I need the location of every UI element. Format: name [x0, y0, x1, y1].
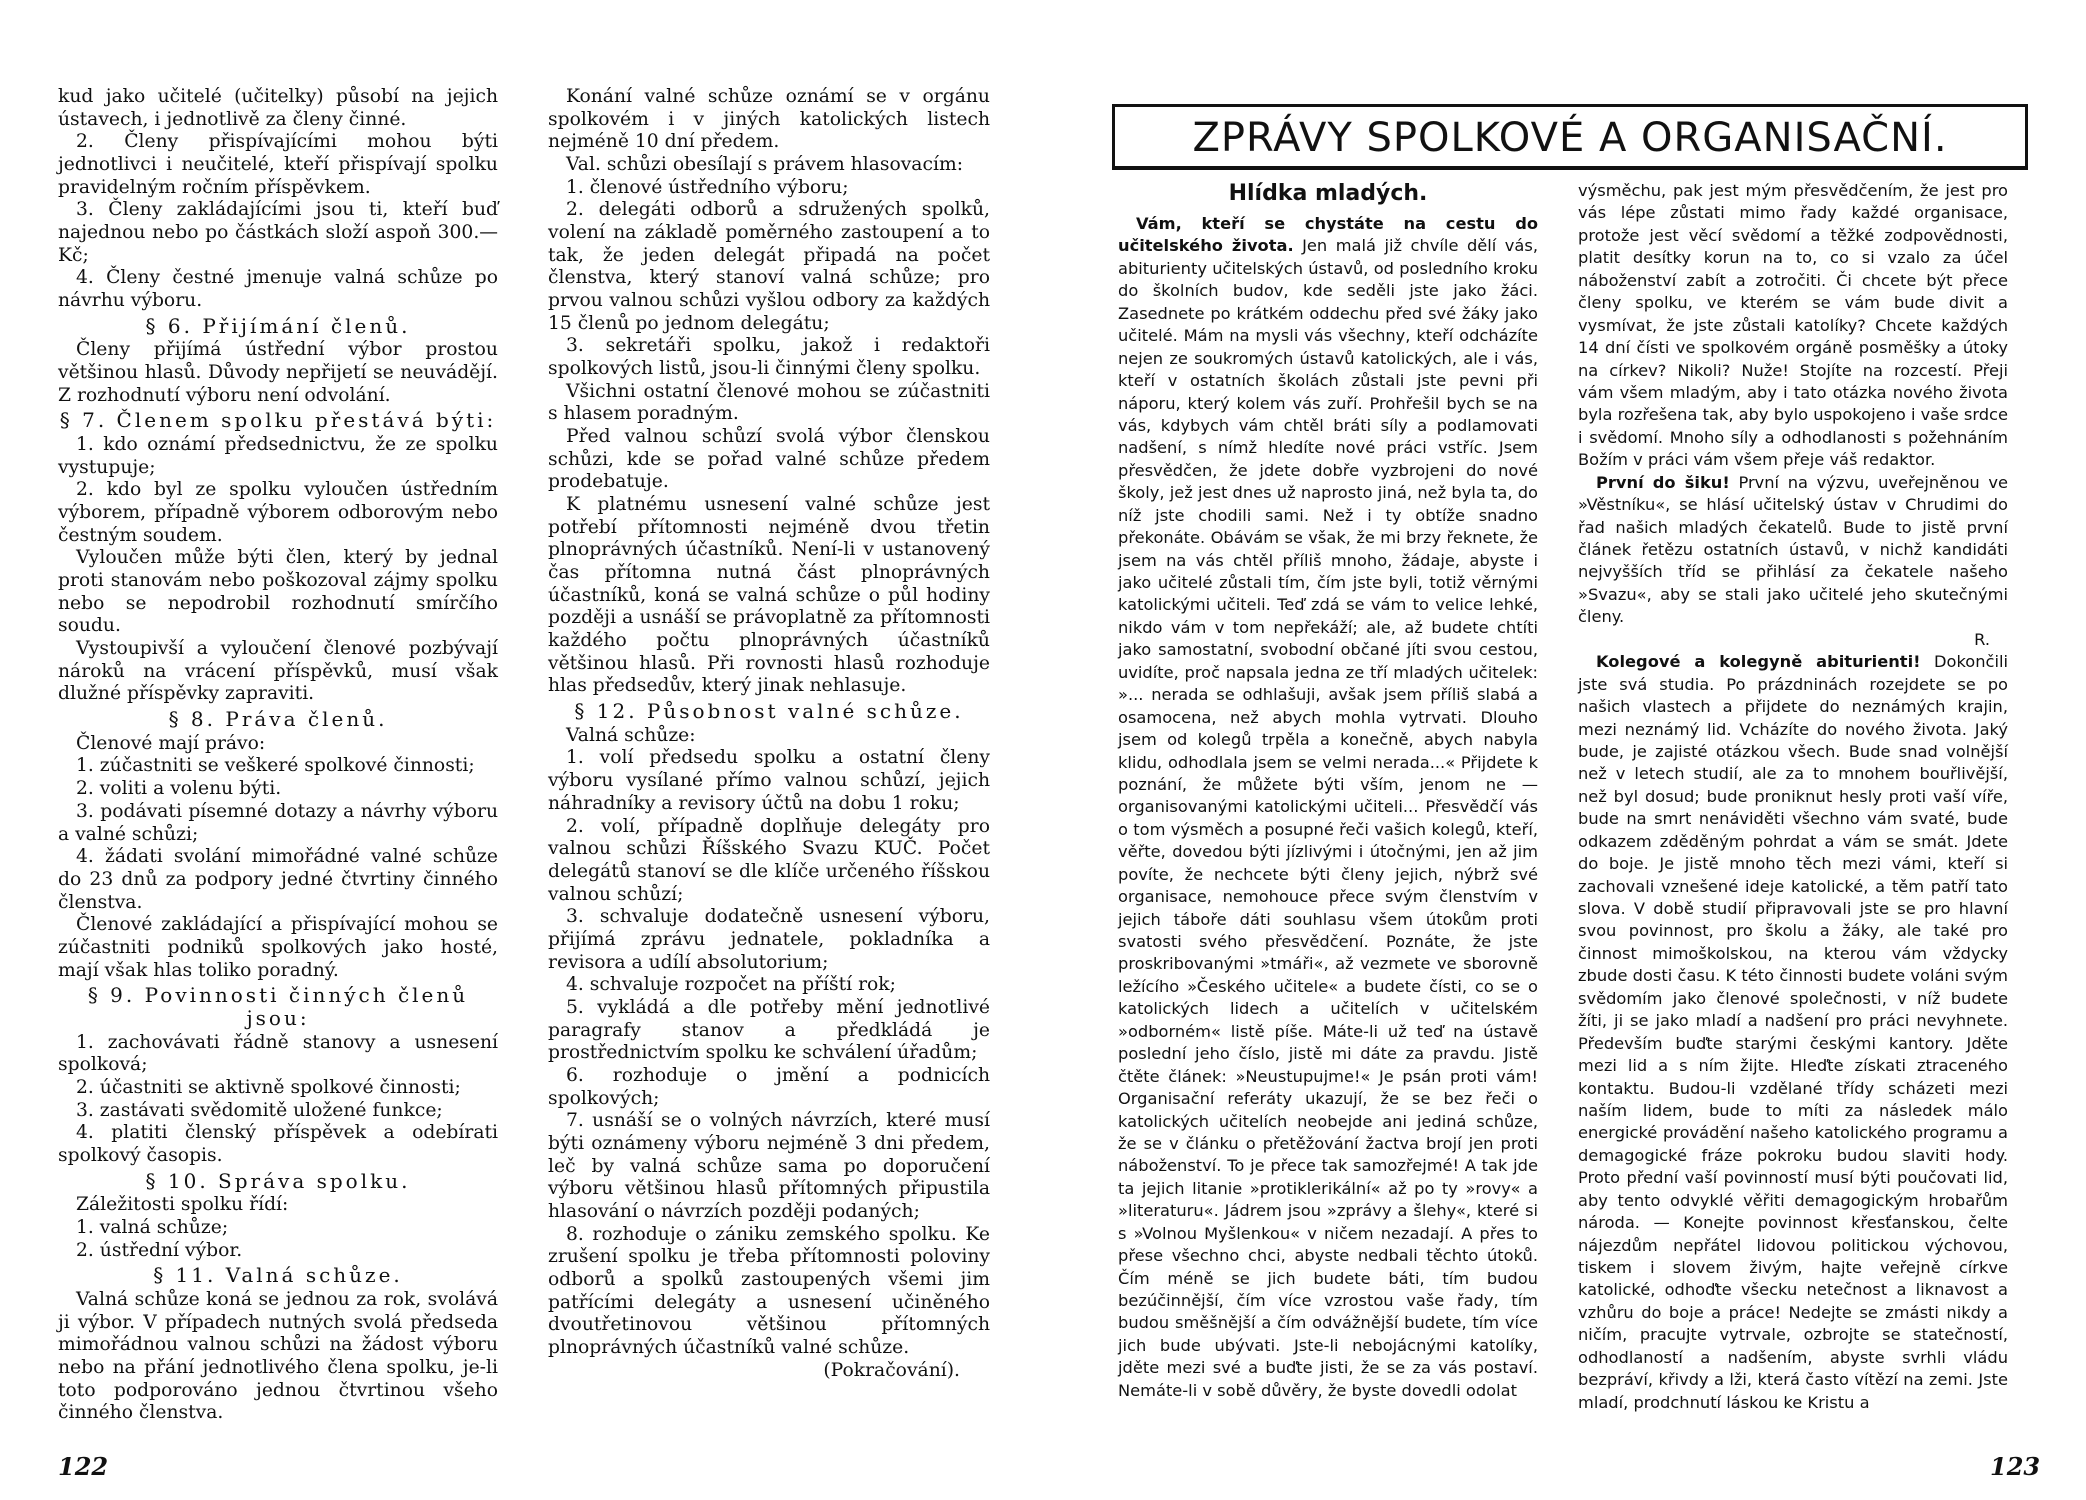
- paragraph: 2. ústřední výbor.: [76, 1239, 243, 1261]
- paragraph: 1. členové ústředního výboru;: [566, 176, 849, 198]
- heading-frame-bottom: [1112, 166, 2028, 170]
- paragraph: [1578, 472, 2008, 629]
- right-page-column-2: [1578, 180, 2008, 1414]
- paragraph: 1. valná schůze;: [76, 1216, 229, 1238]
- paragraph: Před valnou schůzí svolá výbor členskou schůzi, kde se pořad valné schůze předem prodebatuje.: [548, 426, 990, 493]
- paragraph: Vyloučen může býti člen, který by jednal proti stanovám nebo poškozoval zájmy spolku nebo se nepodrobil rozhodnutí smírčího soudu.: [58, 547, 498, 637]
- paragraph: Všichni ostatní členové mohou se zúčastniti s hlasem poradným.: [548, 380, 990, 425]
- paragraph: Členové mají právo:: [76, 732, 266, 754]
- section-paragraph-heading: § 8. Práva členů.: [168, 707, 388, 732]
- paragraph: 2. volí, případně doplňuje delegáty pro valnou schůzi Říšského Svazu KUČ. Počet delegátů stanoví se dle klíče určeného říšskou valnou schůzí;: [548, 815, 990, 905]
- paragraph: 2. Členy přispívajícími mohou býti jednotlivci i neučitelé, kteří přispívají spolku pravidelným ročním příspěvkem.: [58, 131, 498, 198]
- paragraph: 4. schvaluje rozpočet na příští rok;: [566, 974, 896, 996]
- paragraph: 3. sekretáři spolku, jakož i redaktoři spolkových listů, jsou-li činnými členy spolku.: [548, 335, 990, 380]
- page-number-left: 122: [58, 1452, 109, 1481]
- paragraph: 2. delegáti odborů a sdružených spolků, volení na základě poměrného zastoupení a to tak, že jeden delegát připadá na počet členstva, který stanoví valná schůze; pro prvou valnou schůzi vyšlou odbory za každých 15 členů po jednom delegátu;: [548, 199, 990, 334]
- paragraph: 1. volí předsedu spolku a ostatní členy výboru vysílané přímo valnou schůzí, jejich náhradníky a revisory účtů na dobu 1 roku;: [548, 747, 990, 814]
- paragraph: 4. Členy čestné jmenuje valná schůze po návrhu výboru.: [58, 267, 498, 312]
- section-paragraph-heading: § 6. Přijímání členů.: [145, 313, 411, 338]
- page-number-right: 123: [1990, 1452, 2041, 1481]
- paragraph: 4. žádati svolání mimořádné valné schůze do 23 dnů za podpory jedné čtvrtiny činného členstva.: [58, 846, 498, 913]
- paragraph-body: První na výzvu, uveřejněnou ve »Věstníku«, se hlásí učitelský ústav v Chrudimi do řad našich mladých čekatelů. Bude to jistě první článek řetězu ostatních ústavů, v nichž kandidáti nejvyšších tříd se přihlásí za čekatele našeho »Svazu«, aby se stali jako učitelé jeho skutečnými členy.: [1578, 472, 2008, 627]
- right-page-column-1: [1118, 213, 1538, 1402]
- paragraph: 4. platiti členský příspěvek a odebírati spolkový časopis.: [58, 1122, 498, 1166]
- article-subheading: Hlídka mladých.: [1228, 181, 1428, 206]
- paragraph: 1. zúčastniti se veškeré spolkové činnosti;: [76, 755, 475, 777]
- paragraph: Záležitosti spolku řídí:: [76, 1194, 289, 1216]
- paragraph: 2. účastniti se aktivně spolkové činnosti;: [76, 1076, 461, 1098]
- left-page-column-2: [548, 86, 990, 1382]
- paragraph: 7. usnáší se o volných návrzích, které musí býti oznámeny výboru nejméně 3 dni předem, leč by valná schůze sama po doporučení výboru většinou hlasů přítomných připustila hlasování o návrzích později podaných;: [548, 1110, 990, 1222]
- section-paragraph-heading: § 10. Správa spolku.: [145, 1168, 411, 1193]
- paragraph: 3. schvaluje dodatečně usnesení výboru, přijímá zprávu jednatele, pokladníka a revisora a udílí absolutorium;: [548, 906, 990, 973]
- paragraph: Členy přijímá ústřední výbor prostou většinou hlasů. Důvody nepřijetí se neuvádějí. Z rozhodnutí výboru není odvolání.: [58, 339, 498, 406]
- heading-frame-top: [1112, 104, 2028, 107]
- paragraph: 1. kdo oznámí předsednictvu, že ze spolku vystupuje;: [58, 434, 498, 478]
- paragraph: 3. podávati písemné dotazy a návrhy výboru a valné schůzi;: [58, 800, 498, 845]
- paragraph: 2. kdo byl ze spolku vyloučen ústředním výborem, případně výborem odborovým nebo čestným soudem.: [58, 479, 498, 546]
- paragraph: Val. schůzi obesílají s právem hlasovacím:: [566, 154, 963, 176]
- heading-frame-right: [2025, 104, 2028, 170]
- paragraph: Vystoupivší a vyloučení členové pozbývají nároků na vrácení příspěvků, musí však dlužné příspěvky zapraviti.: [58, 638, 498, 705]
- section-paragraph-heading: § 7. Členem spolku přestává býti:: [59, 408, 497, 433]
- paragraph: Konání valné schůze oznámí se v orgánu spolkovém i v jiných katolických listech nejméně 10 dní předem.: [548, 86, 990, 153]
- heading-frame-left: [1112, 104, 1115, 170]
- paragraph: Členové zakládající a přispívající mohou se zúčastniti podniků spolkových jako hosté, mají však hlas toliko poradný.: [58, 914, 498, 981]
- section-heading: ZPRÁVY SPOLKOVÉ A ORGANISAČNÍ.: [1192, 115, 1948, 161]
- paragraph: Valná schůze:: [566, 724, 696, 746]
- paragraph-body: Jen malá již chvíle dělí vás, abiturienty učitelských ústavů, od posledního kroku do školních budov, kde seděli jste jako žáci. Zasednete po krátkém oddechu před své žáky jako učitelé. Mám na mysli vás všechny, kteří odcházíte nejen ze soukromých ústavů katolických, ale i vás, kteří v ostatních školách zůstali jste pevni při náporu, který kolem vás zuří. Prohřešil bych se na vás, kdybych vám chtěl bráti síly a podlamovati nadšení, s nímž hledíte nové práci vstříc. Jsem přesvědčen, že jdete dobře vyzbrojeni do nové školy, jež jest dnes už naprosto jiná, než byla ta, do níž jste chodili sami. Než i ty obtíže snadno překonáte. Obávám se však, že mi brzy řeknete, že jsem na vás chtěl příliš mnoho, žádaje, abyste i jako učitelé zůstali tím, čím jste byli, totiž věrnými katolickými učiteli. Teď zdá se vám to velice lehké, nikdo vám v tom nepřekáží; ale, až budete chtíti jako samostatní, svobodní občané jíti svou cestou, uvidíte, proč napsala jedna ze tří mladých učitelek: »... nerada se odhlašuji, avšak jsem příliš slabá a osamocena, než abych mohla vytrvati. Dlouho jsem od kolegů trpěla a konečně, abych nabyla klidu, odhodlala jsem se velmi nerada...« Přijdete k poznání, že můžete býti vším, jenom ne — organisovanými katolickými učiteli... Přesvědčí vás o tom výsměch a posupné řeči vašich kolegů, kteří, věřte, dovedou býti jízlivými i útočnými, jen až jim povíte, že nechcete býti členy jejich, nýbrž své organisace, nemohouce přece svým členstvím v jejich táboře dáti souhlasu všem útokům proti svatosti svého přesvědčení. Poznáte, že jste proskribovanými »tmáři«, až vezmete ve sborovně ležícího »Českého učitele« a budete čísti, co se o katolických lidech a učitelích v učitelském »odborném« listě píše. Máte-li už teď na ústavě poslední jeho číslo, jistě mi dáte za pravdu. Jistě čtěte článek: »Neustupujme!« Je psán proti vám! Organisační referáty ukazují, že se bez řeči o katolických učitelích neobejde ani jediná schůze, že se v článku o přetěžování žactva brojí jen proti náboženství. To je přece tak samozřejmé! A tak jde ta jejich litanie »protiklerikální« až po ty »rovy« a »literaturu«. Jádrem jsou »zprávy a šlehy«, které si s »Volnou Myšlenkou« v ničem nezadají. A přes to přese všechno chci, abyste nedbali těchto útoků. Čím méně se jich budete báti, tím budou bezúčinnější, čím více vzrostou vaše řady, tím budou směšnější a čím odvážnější budete, tím více jich bude ubývati. Jste-li nebojácnými katolíky, jděte mezi své a buďte jisti, že se za vás postaví. Nemáte-li v sobě důvěry, že byste dovedli odolat: [1118, 236, 1539, 1400]
- section-paragraph-heading: § 11. Valná schůze.: [153, 1263, 403, 1288]
- paragraph: 3. zastávati svědomitě uložené funkce;: [76, 1099, 443, 1121]
- section-paragraph-heading: § 12. Působnost valné schůze.: [574, 699, 964, 724]
- paragraph: kud jako učitelé (učitelky) působí na jejich ústavech, i jednotlivě za členy činné.: [58, 86, 498, 130]
- paragraph: 1. zachovávati řádně stanovy a usnesení spolková;: [58, 1031, 498, 1076]
- paragraph: [1578, 651, 2008, 1414]
- left-page-column-1: [58, 86, 498, 1425]
- paragraph-lead: První do šiku!: [1596, 472, 1730, 492]
- paragraph: (Pokračování).: [823, 1359, 960, 1381]
- paragraph: 6. rozhoduje o jmění a podnicích spolkových;: [548, 1064, 990, 1109]
- author-signature: R.: [1974, 629, 1990, 649]
- paragraph-lead: Vám, kteří se chystáte na cestu do učitelského života.: [1118, 214, 1538, 256]
- section-paragraph-heading: § 9. Povinnosti činných členů jsou:: [87, 983, 469, 1030]
- paragraph: 5. vykládá a dle potřeby mění jednotlivé paragrafy stanov a předkládá je prostřednictvím spolku ke schválení úřadům;: [548, 996, 990, 1064]
- paragraph-lead: Kolegové a kolegyně abiturienti!: [1596, 652, 1921, 672]
- paragraph: výsměchu, pak jest mým přesvědčením, že jest pro vás lépe zůstati mimo řady každé organisace, protože jest věcí svědomí a těžké zodpovědnosti, platit desítky korun na to, co si vzalo za účel náboženství zabít a zotročiti. Či chcete být přece členy spolku, ve kterém se vám bude divit a vysmívat, že jste zůstali katolíky? Chcete každých 14 dní čísti ve spolkovém orgáně posměšky a útoky na církev? Nikoli? Nuže! Stojíte na rozcestí. Přeji vám všem mladým, aby i tato otázka nového života byla rozřešena tak, aby bylo uspokojeno i vaše srdce i svědomí. Mnoho síly a odhodlanosti s požehnáním Božím v práci vám všem přeje váš redaktor.: [1578, 181, 2008, 470]
- paragraph: [1118, 213, 1538, 1402]
- paragraph: 8. rozhoduje o zániku zemského spolku. Ke zrušení spolku je třeba přítomnosti poloviny odborů a spolků zastoupených všemi jim patřícími delegáty a usnesení učiněného dvoutřetinovou většinou přítomných plnoprávných účastníků valné schůze.: [548, 1223, 990, 1358]
- paragraph: 3. Členy zakládajícími jsou ti, kteří buď najednou nebo po částkách složí aspoň 300.— Kč;: [58, 199, 498, 266]
- paragraph: Valná schůze koná se jednou za rok, svolává ji výbor. V případech nutných svolá předseda mimořádnou valnou schůzi na žádost výboru nebo na přání jednotlivého člena spolku, je-li toto podporováno jednou čtvrtinou všeho činného členstva.: [58, 1288, 498, 1424]
- paragraph-body: Dokončili jste svá studia. Po prázdninách rozejdete se po našich vlastech a přijdete do neznámých krajin, mezi neznámý lid. Vcházíte do nového života. Jaký bude, je zajisté otázkou všech. Bude snad volnější než v letech studií, ale za to mnohem bouřlivější, než byl dosud; bude proniknut hesly proti vaší víře, bude na smrt nenáviděti všechno vám svaté, bude odkazem zděděným pohrdat a vám se smát. Jdete do boje. Je jistě mnoho těch mezi vámi, kteří si zachovali vznešené ideje katolické, a těm patří tato slova. V době studií připravovali jste se pro hlavní svou povinnost, pro školu a žáky, ale také pro činnost mimoškolskou, na kterou vám vždycky zbude dosti času. K této činnosti budete voláni svým svědomím jako členové společnosti, v níž budete žíti, ji se jako mladí a nadšení pro práci nevyhnete. Především buďte starými českými kantory. Jděte mezi lid a s ním žijte. Hleďte získati ztraceného kontaktu. Budou-li vzdělané třídy scházeti mezi naším lidem, bude to míti za následek málo energické provádění našeho katolického programu a demagogické fráze pokroku budou slaviti hody. Proto přední vaší povinností musí býti poučovati lid, aby tento odvyklé věřiti demagogickým hrobařům národa. — Konejte povinnost křesťanskou, čelte nájezdům nepřátel lidovou politickou výchovou, tiskem i slovem živým, hajte veřejně církve katolické, odhoďte všecku netečnost a liknavost a vzhůru do boje a práce! Nedejte se zmásti nikdy a ničím, pracujte vytrvale, ozbrojte se statečností, odhodlaností a nadšením, abyste svrhli vládu bezpráví, křivdy a lži, která často vítězí na zemi. Jste mladí, prodchnutí láskou ke Kristu a: [1578, 652, 2008, 1412]
- paragraph: K platnému usnesení valné schůze jest potřebí přítomnosti nejméně dvou třetin plnoprávných účastníků. Není-li v ustanovený čas přítomna nutná část plnoprávných účastníků, koná se valná schůze o půl hodiny později a usnáší se právoplatně za přítomnosti každého počtu plnoprávných účastníků většinou hlasů. Při rovnosti hlasů rozhoduje hlas předsedův, který jinak nehlasuje.: [548, 494, 990, 697]
- paragraph: 2. voliti a volenu býti.: [76, 778, 282, 800]
